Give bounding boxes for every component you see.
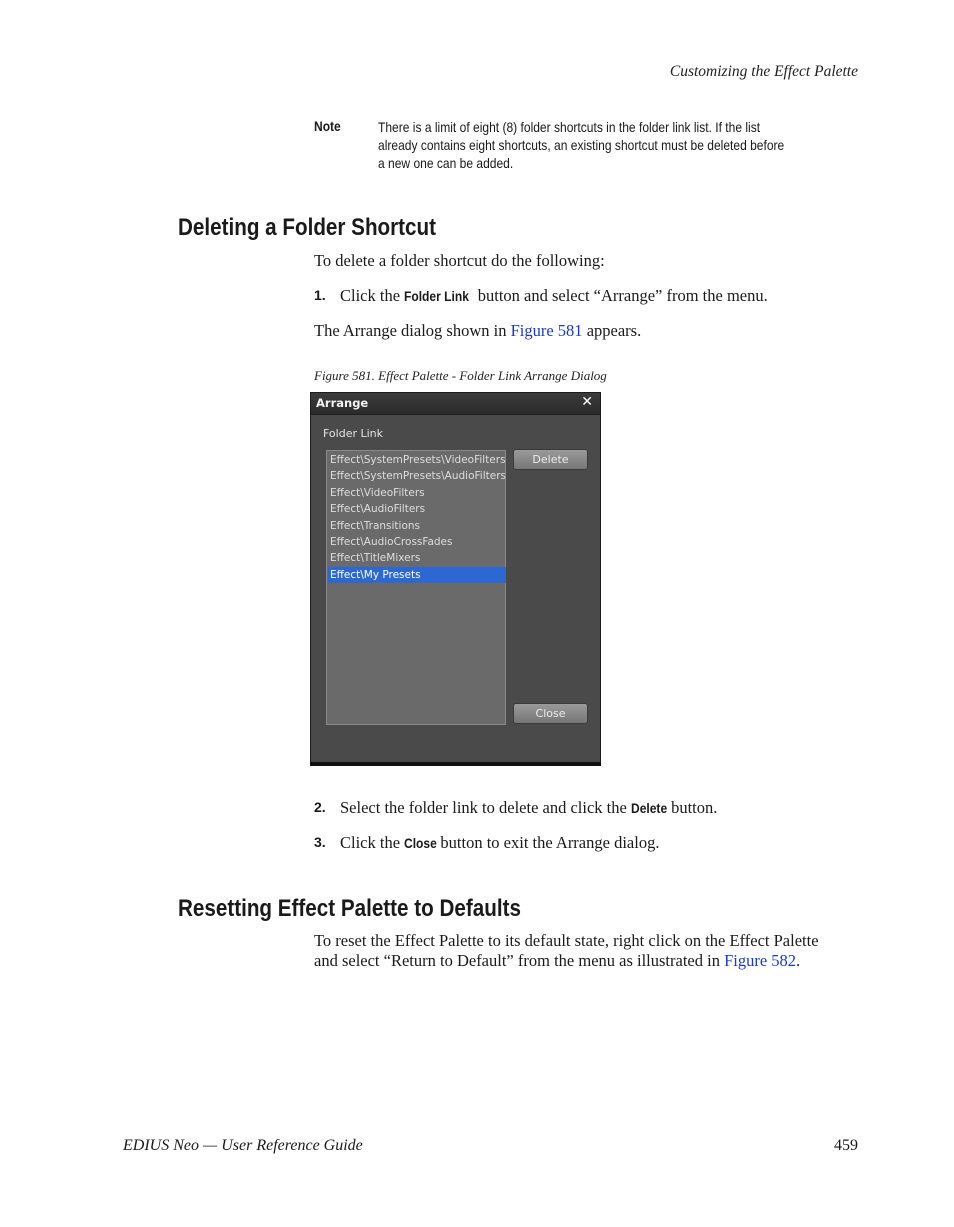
folder-link-label: Folder Link (323, 427, 384, 440)
note-line: a new one can be added. (378, 155, 514, 171)
paragraph-text-part: and select “Return to Default” from the menu as illustrated in (314, 951, 725, 970)
folder-link-item[interactable]: Effect\AudioFilters (330, 503, 426, 516)
step-number: 1. (314, 287, 326, 303)
step-text-part: Click the (340, 833, 405, 852)
figure-caption: Figure 581. Effect Palette - Folder Link Arrange Dialog (314, 368, 607, 383)
section-paragraph (314, 931, 819, 971)
folder-link-item[interactable]: Effect\TitleMixers (330, 552, 421, 565)
step-text (340, 286, 768, 306)
section-heading: Deleting a Folder Shortcut (178, 214, 437, 241)
figure-link[interactable]: Figure 582 (724, 951, 797, 970)
section-intro: To delete a folder shortcut do the following: (314, 251, 605, 270)
step-text-part: Click the (340, 286, 405, 305)
result-text (314, 321, 641, 341)
step-number: 2. (314, 799, 326, 815)
close-button[interactable]: Close (513, 703, 588, 724)
folder-link-list[interactable] (326, 450, 506, 725)
note-line: There is a limit of eight (8) folder shortcuts in the folder link list. If the list (378, 119, 761, 135)
folder-link-item[interactable]: Effect\SystemPresets\AudioFilters (330, 470, 506, 483)
dialog-border (310, 762, 601, 766)
dialog-title: Arrange (316, 396, 369, 410)
command-name: Folder Link (404, 288, 470, 304)
step-text-part: button and select “Arrange” from the menu. (473, 286, 768, 305)
folder-link-item[interactable]: Effect\SystemPresets\VideoFilters (330, 454, 506, 466)
note-label: Note (314, 118, 341, 134)
page-number: 459 (834, 1137, 858, 1154)
folder-link-item[interactable]: Effect\AudioCrossFades (330, 536, 453, 548)
note-text (378, 118, 825, 172)
paragraph-line (314, 951, 819, 971)
step-number: 3. (314, 834, 326, 850)
paragraph-text-part: . (796, 951, 801, 970)
command-name: Delete (630, 800, 668, 816)
folder-link-item[interactable]: Effect\VideoFilters (330, 486, 425, 499)
step-text (340, 798, 717, 818)
folder-link-item[interactable]: Effect\Transitions (330, 519, 421, 532)
dialog-titlebar[interactable] (311, 393, 600, 415)
command-name: Close (404, 835, 437, 851)
result-text-part: appears. (582, 321, 642, 340)
arrange-dialog (310, 392, 601, 766)
step-text-part: button. (666, 798, 718, 817)
folder-link-item[interactable]: Effect\My Presets (328, 567, 506, 583)
section-heading: Resetting Effect Palette to Defaults (178, 895, 521, 922)
note-line: already contains eight shortcuts, an existing shortcut must be deleted before (378, 137, 785, 153)
step-text-part: Select the folder link to delete and click the (340, 798, 631, 817)
footer-title: EDIUS Neo — User Reference Guide (123, 1137, 363, 1154)
paragraph-line: To reset the Effect Palette to its default state, right click on the Effect Palette (314, 931, 819, 950)
close-icon[interactable]: ✕ (581, 394, 593, 410)
result-text-part: The Arrange dialog shown in (314, 321, 511, 340)
step-text (340, 833, 659, 853)
running-head: Customizing the Effect Palette (669, 63, 858, 80)
step-text-part: button to exit the Arrange dialog. (436, 833, 660, 852)
figure-link[interactable]: Figure 581 (510, 321, 583, 340)
delete-button[interactable]: Delete (513, 449, 588, 470)
